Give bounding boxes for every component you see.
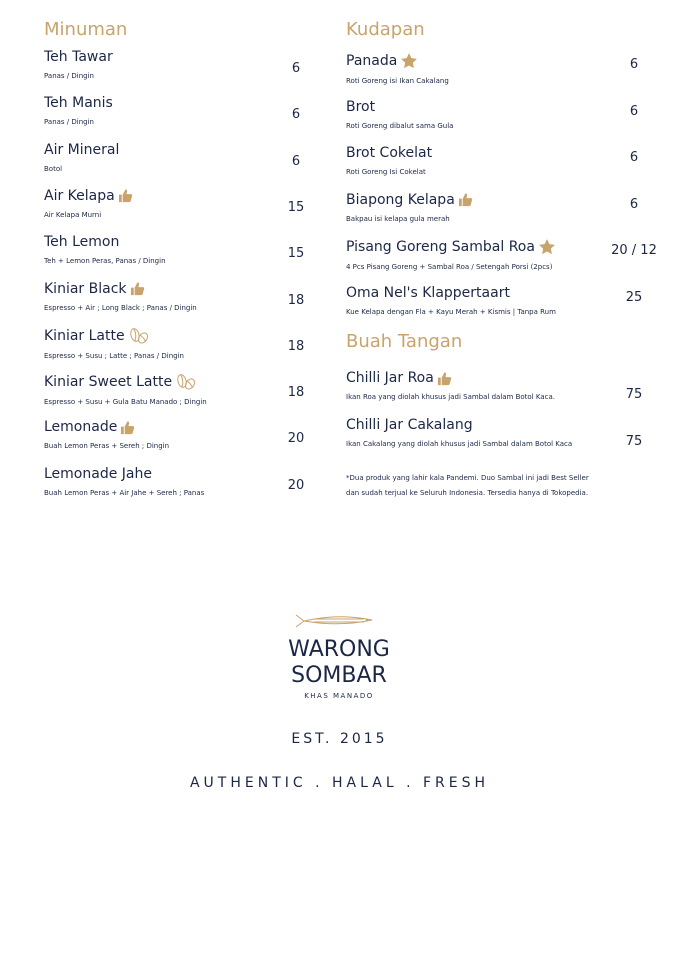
snack-item-price: 6 <box>629 57 639 72</box>
drink-item-price: 18 <box>287 292 305 308</box>
souvenir-note-line-2: dan sudah terjual ke Seluruh Indonesia. Tersedia hanya di Tokopedia. <box>346 489 589 497</box>
drink-menu-item <box>44 188 133 219</box>
fish-icon <box>284 612 394 702</box>
drink-item-name: Teh Lemon <box>44 234 120 251</box>
drink-item-description: Buah Lemon Peras + Air Jahe + Sereh ; Panas <box>44 488 205 497</box>
snack-item-name: Panada <box>346 53 398 69</box>
drink-item-price: 18 <box>287 338 305 354</box>
drink-menu-item <box>44 49 113 80</box>
coffee-bean-icon <box>128 327 150 345</box>
souvenir-section-title: Buah Tangan <box>346 331 463 352</box>
snack-item-price: 6 <box>629 150 639 165</box>
snack-menu-item <box>346 285 556 316</box>
snack-item-description: 4 Pcs Pisang Goreng + Sambal Roa / Setengah Porsi (2pcs) <box>346 263 553 271</box>
thumbs-up-icon <box>130 281 145 296</box>
drink-item-price: 6 <box>291 107 301 123</box>
drink-item-description: Panas / Dingin <box>44 118 94 127</box>
drink-item-name: Teh Tawar <box>44 49 113 65</box>
snack-item-price: 20 / 12 <box>611 243 657 258</box>
drink-item-description: Panas / Dingin <box>44 72 94 80</box>
drink-menu-item <box>44 466 204 497</box>
logo-line-2: SOMBAR <box>291 663 387 688</box>
drink-item-name: Kiniar Black <box>44 280 127 297</box>
snack-item-price: 25 <box>625 289 643 305</box>
drink-menu-item <box>44 281 197 312</box>
drink-item-price: 20 <box>287 431 305 447</box>
drink-item-description: Teh + Lemon Peras, Panas / Dingin <box>44 257 166 266</box>
snack-item-description: Roti Goreng Isi Cokelat <box>346 168 426 176</box>
souvenir-menu-item <box>346 370 555 401</box>
drink-menu-item <box>44 373 207 406</box>
drink-item-price: 15 <box>287 246 305 262</box>
drink-item-description: Espresso + Susu ; Latte ; Panas / Dingin <box>44 351 184 360</box>
snack-item-price: 6 <box>629 196 639 212</box>
drink-item-description: Air Kelapa Murni <box>44 210 102 219</box>
souvenir-menu-item <box>346 417 572 448</box>
drink-menu-item <box>44 419 169 450</box>
souvenir-item-price: 75 <box>625 387 643 402</box>
drink-item-name: Teh Manis <box>44 95 113 112</box>
drink-item-name: Air Mineral <box>44 141 120 158</box>
snack-menu-item <box>346 99 453 130</box>
coffee-bean-icon <box>175 373 197 391</box>
drink-item-price: 20 <box>287 477 305 493</box>
drink-item-description: Espresso + Air ; Long Black ; Panas / Dingin <box>44 303 197 312</box>
souvenir-item-description: Ikan Cakalang yang diolah khusus jadi Sambal dalam Botol Kaca <box>346 440 573 448</box>
drink-menu-item <box>44 142 119 173</box>
souvenir-item-price: 75 <box>625 434 643 449</box>
star-icon <box>400 52 418 70</box>
snack-menu-item <box>346 145 432 176</box>
drink-item-name: Kiniar Sweet Latte <box>44 374 173 391</box>
thumbs-up-icon <box>120 420 135 435</box>
snack-item-name: Brot Cokelat <box>346 145 433 161</box>
logo-line-3: KHAS MANADO <box>304 692 374 700</box>
drink-item-name: Lemonade Jahe <box>44 465 152 482</box>
snack-item-price: 6 <box>629 103 639 119</box>
drink-item-name: Air Kelapa <box>44 187 115 204</box>
drink-item-price: 6 <box>291 153 301 169</box>
drink-item-name: Lemonade <box>44 419 118 436</box>
snack-item-name: Brot <box>346 98 376 115</box>
drink-item-price: 6 <box>291 61 301 76</box>
snack-item-description: Roti Goreng dibalut sama Gula <box>346 121 454 130</box>
souvenir-item-name: Chilli Jar Roa <box>346 370 434 386</box>
drink-item-price: 18 <box>287 385 305 401</box>
snack-menu-item <box>346 238 556 271</box>
snack-item-description: Roti Goreng isi Ikan Cakalang <box>346 77 449 85</box>
established-year: EST. 2015 <box>291 731 388 747</box>
snack-item-name: Pisang Goreng Sambal Roa <box>346 239 535 255</box>
thumbs-up-icon <box>458 192 473 207</box>
snack-menu-item <box>346 192 473 223</box>
warong-sombar-logo <box>284 612 394 702</box>
tagline: AUTHENTIC . HALAL . FRESH <box>189 775 490 791</box>
snack-item-name: Oma Nel's Klappertaart <box>346 284 510 301</box>
logo-line-1: WARONG <box>288 637 390 662</box>
drinks-section-title: Minuman <box>44 19 128 40</box>
snack-menu-item <box>346 52 449 85</box>
drink-item-price: 15 <box>287 199 305 215</box>
thumbs-up-icon <box>118 188 133 203</box>
drink-menu-item <box>44 234 166 265</box>
drink-item-description: Espresso + Susu + Gula Batu Manado ; Dingin <box>44 398 207 407</box>
drink-item-description: Buah Lemon Peras + Sereh ; Dingin <box>44 442 170 451</box>
souvenir-item-description: Ikan Roa yang diolah khusus jadi Sambal dalam Botol Kaca. <box>346 393 555 401</box>
drink-item-name: Kiniar Latte <box>44 327 125 344</box>
drink-menu-item <box>44 327 184 360</box>
souvenir-note-line-1: *Dua produk yang lahir kala Pandemi. Duo Sambal ini jadi Best Seller <box>346 474 589 482</box>
drink-menu-item <box>44 95 113 126</box>
snack-item-name: Biapong Kelapa <box>346 191 455 208</box>
souvenir-item-name: Chilli Jar Cakalang <box>346 417 473 433</box>
snack-item-description: Kue Kelapa dengan Fla + Kayu Merah + Kismis | Tanpa Rum <box>346 307 556 316</box>
snacks-section-title: Kudapan <box>346 19 425 40</box>
drink-item-description: Botol <box>44 164 63 173</box>
star-icon <box>538 238 556 256</box>
thumbs-up-icon <box>437 371 452 386</box>
snack-item-description: Bakpau isi kelapa gula merah <box>346 214 450 223</box>
